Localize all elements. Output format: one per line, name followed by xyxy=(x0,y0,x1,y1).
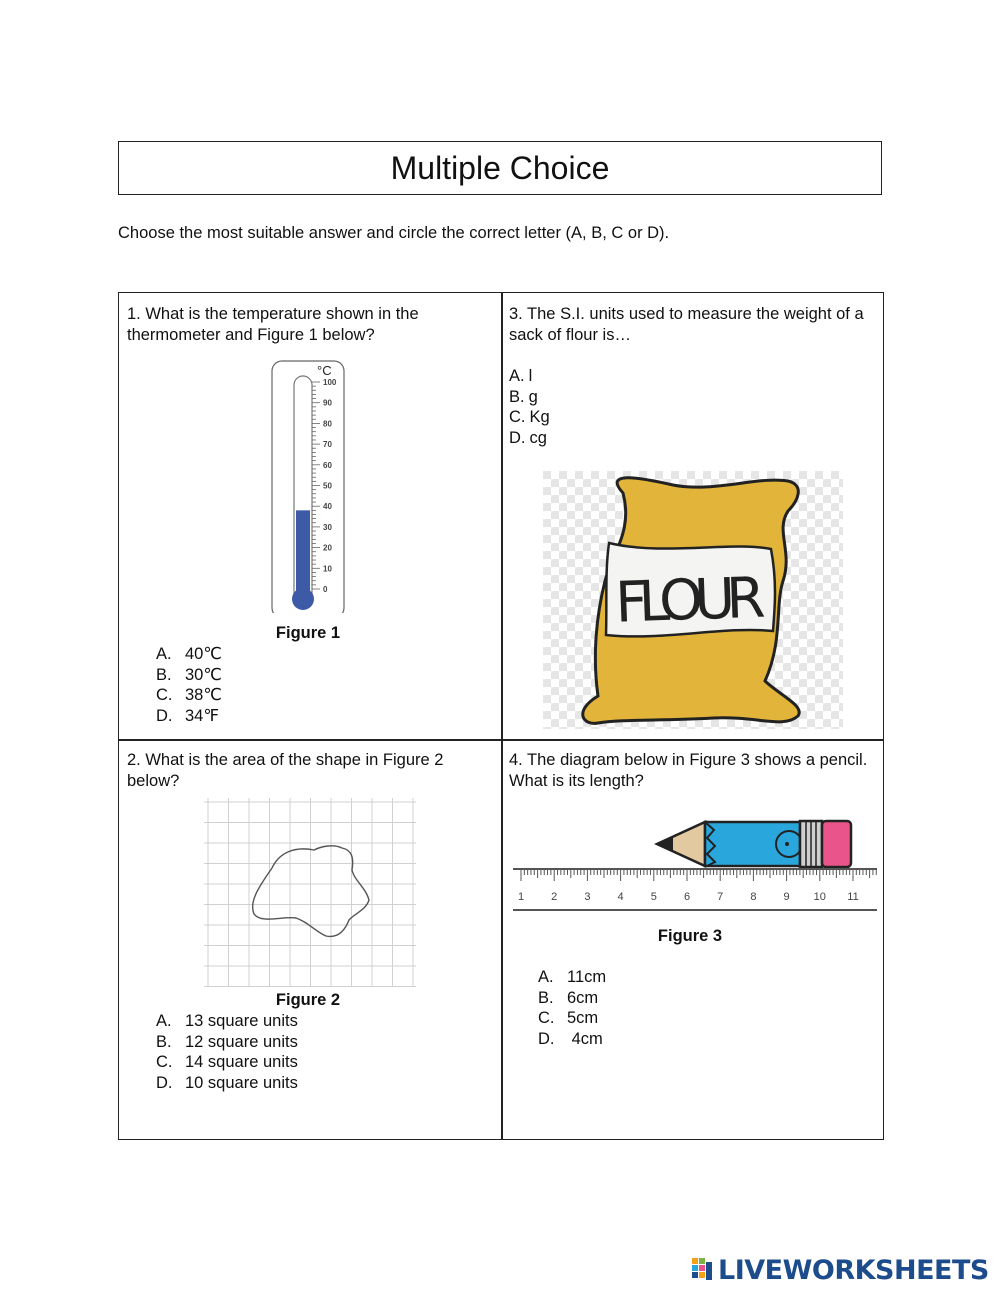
ruler-number: 7 xyxy=(717,891,724,903)
option-letter: C. xyxy=(509,408,526,427)
option-letter: B. xyxy=(156,1032,172,1051)
option-letter: A. xyxy=(538,968,554,986)
liveworksheets-logo xyxy=(692,1255,989,1285)
option-letter: A. xyxy=(509,367,525,385)
option-text: 10 square units xyxy=(185,1074,298,1093)
ruler-number: 5 xyxy=(650,891,657,903)
option-letter: A. xyxy=(156,645,172,663)
thermometer-scale-label: 70 xyxy=(323,440,332,450)
thermometer-scale-label: 40 xyxy=(323,502,332,512)
pencil-eraser xyxy=(822,821,851,867)
question-1-text: 1. What is the temperature shown in the thermometer and Figure 1 below? xyxy=(127,305,419,344)
thermometer-scale-label: 0 xyxy=(323,585,328,594)
option-text: 6cm xyxy=(567,988,599,1007)
sack-label-text: FLOUR xyxy=(614,565,767,636)
pencil-logo-dot xyxy=(785,842,789,846)
ruler xyxy=(513,869,877,910)
option-letter: C. xyxy=(156,686,173,705)
thermometer-bulb xyxy=(292,588,314,610)
grid-divider-horizontal xyxy=(119,739,883,741)
option-d[interactable] xyxy=(538,1029,738,1050)
thermometer-scale-label: 90 xyxy=(323,398,332,408)
question-3-options xyxy=(509,366,875,449)
shape-on-grid-figure xyxy=(204,798,416,988)
option-a[interactable] xyxy=(156,644,356,665)
question-2-text: 2. What is the area of the shape in Figure 2 below? xyxy=(127,751,444,790)
option-b[interactable] xyxy=(509,387,875,408)
ruler-number: 8 xyxy=(750,891,757,903)
question-1 xyxy=(127,304,493,726)
option-text: 14 square units xyxy=(185,1053,298,1072)
ruler-number: 1 xyxy=(517,891,525,903)
question-4 xyxy=(509,750,875,1049)
option-text: 5cm xyxy=(567,1009,599,1028)
grid-divider-vertical xyxy=(501,293,503,1139)
option-a[interactable] xyxy=(509,366,875,387)
option-letter: D. xyxy=(509,429,526,448)
worksheet-title: Multiple Choice xyxy=(118,141,882,195)
option-letter: B. xyxy=(509,387,525,406)
thermometer-figure xyxy=(262,351,382,613)
question-3 xyxy=(509,304,875,734)
question-grid xyxy=(118,292,884,1140)
question-4-text: 4. The diagram below in Figure 3 shows a pencil. What is its length? xyxy=(509,751,868,790)
option-text: 40℃ xyxy=(185,645,222,663)
option-letter: C. xyxy=(538,1009,555,1028)
thermometer-scale-label: 10 xyxy=(323,564,332,574)
thermometer-scale-label: 60 xyxy=(323,460,332,470)
thermometer-scale-label: 50 xyxy=(323,481,332,491)
option-text: 4cm xyxy=(567,1030,603,1049)
figure-3-caption: Figure 3 xyxy=(657,927,723,945)
option-text: g xyxy=(528,387,538,406)
option-c[interactable] xyxy=(509,407,875,428)
thermometer-scale-label: 30 xyxy=(323,522,332,532)
option-letter: D. xyxy=(538,1030,555,1049)
instructions: Choose the most suitable answer and circle the correct letter (A, B, C or D). xyxy=(118,224,670,242)
question-1-options xyxy=(156,644,356,727)
option-letter: B. xyxy=(156,665,172,684)
option-d[interactable] xyxy=(156,1073,406,1094)
option-text: 30℃ xyxy=(185,665,222,684)
figure-2-caption: Figure 2 xyxy=(275,991,341,1009)
option-text: 12 square units xyxy=(185,1032,298,1051)
thermometer-unit-label: °C xyxy=(317,363,332,378)
option-a[interactable] xyxy=(538,967,738,988)
question-2 xyxy=(127,750,493,1093)
option-letter: D. xyxy=(156,1074,173,1093)
ruler-number: 4 xyxy=(617,891,624,903)
thermometer-mercury xyxy=(296,510,310,597)
logo-icon xyxy=(692,1258,714,1282)
question-3-text: 3. The S.I. units used to measure the weight of a sack of flour is… xyxy=(509,305,864,344)
figure-1-caption: Figure 1 xyxy=(275,624,341,642)
thermometer-scale-label: 100 xyxy=(323,378,337,387)
thermometer-scale-label: 80 xyxy=(323,419,332,429)
option-b[interactable] xyxy=(538,988,738,1009)
option-text: Kg xyxy=(529,408,550,427)
square-grid xyxy=(204,798,416,987)
option-b[interactable] xyxy=(156,665,356,686)
option-b[interactable] xyxy=(156,1032,406,1053)
option-letter: A. xyxy=(156,1012,172,1030)
pencil-lead xyxy=(657,836,673,852)
ruler-number: 2 xyxy=(551,891,558,903)
option-letter: C. xyxy=(156,1053,173,1072)
pencil xyxy=(657,821,851,867)
ruler-number: 9 xyxy=(783,891,790,903)
option-d[interactable] xyxy=(509,428,875,449)
ruler-number: 6 xyxy=(683,891,691,903)
option-text: 13 square units xyxy=(185,1012,298,1030)
option-letter: D. xyxy=(156,707,173,726)
option-text: 11cm xyxy=(567,968,607,986)
flour-sack-image xyxy=(543,471,843,729)
option-text: 34℉ xyxy=(185,707,220,726)
ruler-number: 10 xyxy=(813,891,826,903)
logo-text: LIVEWORKSHEETS xyxy=(718,1254,989,1286)
option-c[interactable] xyxy=(156,685,356,706)
question-2-options xyxy=(156,1011,406,1094)
option-letter: B. xyxy=(538,988,554,1007)
thermometer-scale-label: 20 xyxy=(323,543,332,553)
option-d[interactable] xyxy=(156,706,356,727)
option-text: cg xyxy=(529,429,547,448)
ruler-number: 3 xyxy=(584,891,591,903)
option-text: l xyxy=(528,367,533,385)
question-4-options xyxy=(538,967,738,1050)
option-a[interactable] xyxy=(156,1011,406,1032)
option-c[interactable] xyxy=(538,1008,738,1029)
ruler-number: 11 xyxy=(847,891,859,903)
pencil-ruler-figure xyxy=(511,816,879,916)
option-c[interactable] xyxy=(156,1052,406,1073)
option-text: 38℃ xyxy=(185,686,222,705)
